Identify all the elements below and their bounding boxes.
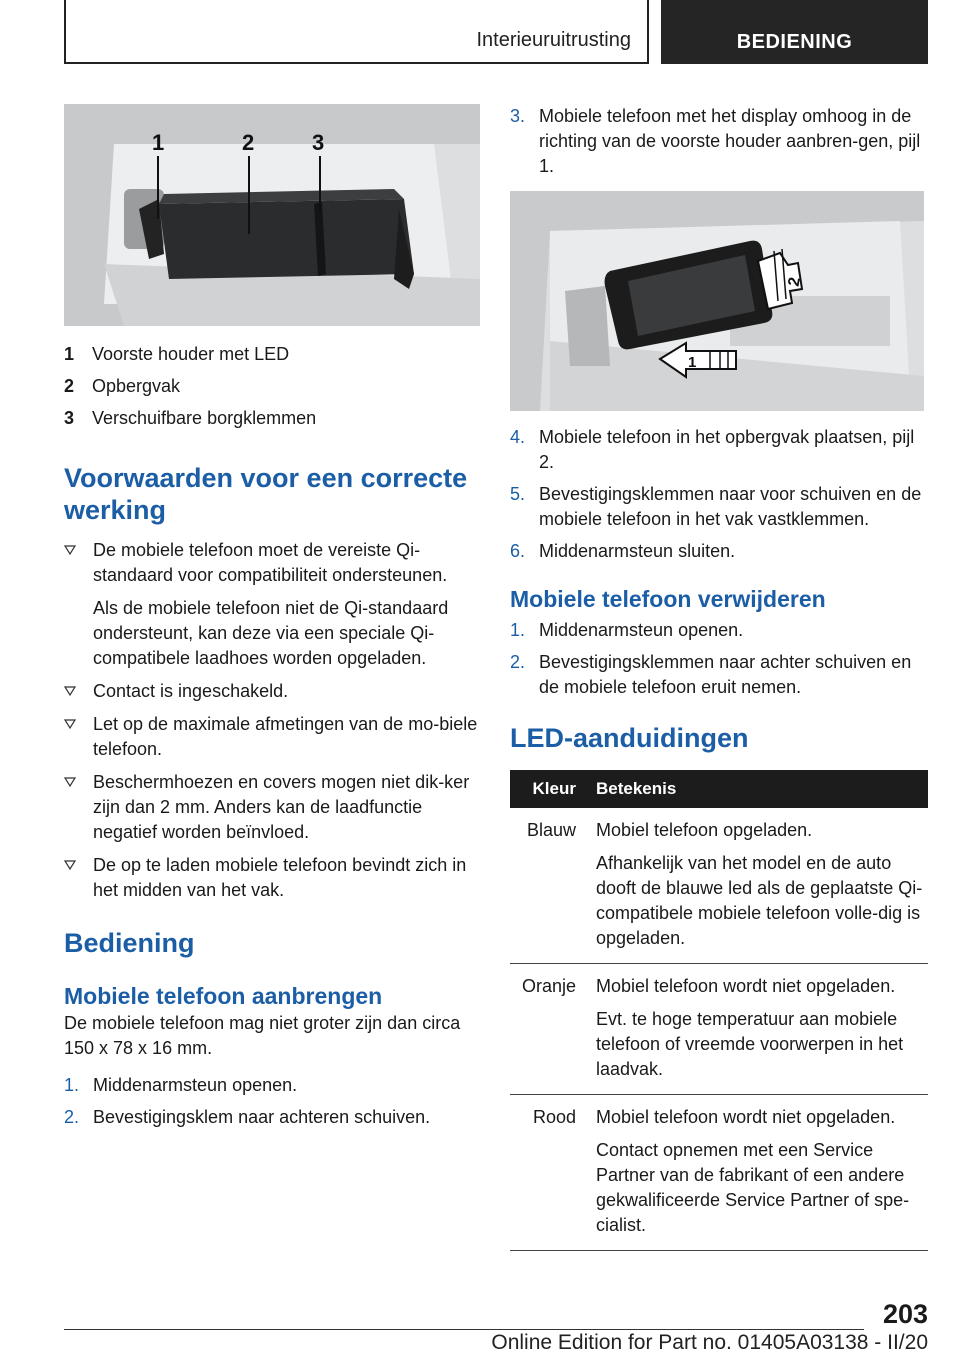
legend-number: 2 bbox=[64, 376, 75, 396]
list-item-note: Als de mobiele telefoon niet de Qi-standaard ondersteunt, kan deze via een speciale Qi-compatibele laadhoes worden opgeladen. bbox=[93, 598, 449, 668]
legend-text: Opbergvak bbox=[92, 376, 181, 396]
step-number: 2. bbox=[510, 652, 526, 672]
step-number: 1. bbox=[64, 1075, 80, 1095]
header-section-box bbox=[64, 0, 649, 64]
list-item bbox=[510, 539, 928, 564]
header-chapter-title: BEDIENING bbox=[736, 31, 853, 53]
led-color-cell: Oranje bbox=[510, 964, 588, 1095]
led-meaning-main: Mobiel telefoon wordt niet opgeladen. bbox=[596, 1107, 896, 1127]
header-chapter-box bbox=[661, 0, 928, 64]
footer-edition: Online Edition for Part no. 01405A03138 - II/20 bbox=[491, 1331, 928, 1354]
list-item bbox=[64, 853, 480, 903]
list-item bbox=[510, 618, 928, 643]
list-item bbox=[64, 770, 480, 845]
figure-phone-insertion bbox=[510, 191, 924, 411]
insert-steps-list-final bbox=[510, 425, 928, 564]
list-item-text: De op te laden mobiele telefoon bevindt zich in het midden van het vak. bbox=[93, 855, 467, 900]
step-text: Bevestigingsklemmen naar voor schuiven en de mobiele telefoon in het vak vastklemmen. bbox=[539, 484, 922, 529]
phone-insertion-illustration bbox=[510, 191, 924, 411]
legend-item bbox=[64, 338, 480, 370]
conditions-list bbox=[64, 538, 480, 903]
led-meaning-cell bbox=[588, 808, 928, 964]
triangle-bullet-icon bbox=[64, 686, 76, 696]
list-item bbox=[510, 650, 928, 700]
legend-text: Verschuifbare borgklemmen bbox=[92, 408, 317, 428]
step-text: Mobiele telefoon met het display omhoog in de richting van de voorste houder aanbren-gen, pijl 1. bbox=[539, 106, 921, 176]
list-item bbox=[64, 1073, 480, 1098]
step-number: 1. bbox=[510, 620, 526, 640]
list-item-text: Let op de maximale afmetingen van de mo-biele telefoon. bbox=[93, 714, 478, 759]
list-item bbox=[64, 679, 480, 704]
led-table bbox=[510, 770, 928, 1251]
list-item bbox=[510, 104, 928, 179]
list-item bbox=[64, 1105, 480, 1130]
step-text: Bevestigingsklem naar achteren schuiven. bbox=[93, 1107, 431, 1127]
step-number: 4. bbox=[510, 427, 526, 447]
figure-label-1: 1 bbox=[152, 130, 165, 155]
list-item bbox=[510, 425, 928, 475]
step-number: 3. bbox=[510, 106, 526, 126]
remove-steps-list bbox=[510, 618, 928, 700]
step-text: Middenarmsteun sluiten. bbox=[539, 541, 736, 561]
insert-steps-list-continued bbox=[510, 104, 928, 179]
list-item-text: Contact is ingeschakeld. bbox=[93, 681, 289, 701]
step-text: Middenarmsteun openen. bbox=[93, 1075, 298, 1095]
figure-legend bbox=[64, 338, 480, 434]
table-header-row bbox=[510, 770, 928, 808]
footer-divider bbox=[64, 1329, 864, 1330]
figure-label-3: 3 bbox=[312, 130, 325, 155]
remove-phone-heading: Mobiele telefoon verwijderen bbox=[510, 586, 826, 612]
list-item bbox=[510, 482, 928, 532]
left-column bbox=[64, 104, 480, 1137]
legend-number: 1 bbox=[64, 344, 75, 364]
arrow-label-1: 1 bbox=[688, 354, 697, 371]
table-row bbox=[510, 808, 928, 964]
insert-phone-intro: De mobiele telefoon mag niet groter zijn dan circa 150 x 78 x 16 mm. bbox=[64, 1013, 461, 1058]
page-number: 203 bbox=[882, 1299, 928, 1329]
table-row bbox=[510, 964, 928, 1095]
led-meaning-note: Afhankelijk van het model en de auto dooft de blauwe led als de geplaatste Qi-compatibele mobiele telefoon volle-dig is opgeladen. bbox=[596, 853, 923, 948]
insert-steps-list bbox=[64, 1073, 480, 1130]
led-meaning-main: Mobiel telefoon opgeladen. bbox=[596, 820, 813, 840]
list-item bbox=[64, 538, 480, 671]
legend-number: 3 bbox=[64, 408, 75, 428]
header-section-title: Interieuruitrusting bbox=[476, 29, 631, 51]
column-header-meaning: Betekenis bbox=[588, 770, 928, 808]
triangle-bullet-icon bbox=[64, 860, 76, 870]
led-meaning-note: Contact opnemen met een Service Partner van de fabrikant of een andere gekwalificeerde Service Partner of spe-cialist. bbox=[596, 1140, 910, 1235]
step-number: 5. bbox=[510, 484, 526, 504]
triangle-bullet-icon bbox=[64, 545, 76, 555]
triangle-bullet-icon bbox=[64, 777, 76, 787]
led-meaning-note: Evt. te hoge temperatuur aan mobiele telefoon of vreemde voorwerpen in het laadvak. bbox=[596, 1009, 904, 1079]
page-header bbox=[64, 0, 928, 64]
led-color-cell: Rood bbox=[510, 1095, 588, 1251]
step-number: 2. bbox=[64, 1107, 80, 1127]
legend-item bbox=[64, 370, 480, 402]
led-heading: LED-aanduidingen bbox=[510, 723, 749, 753]
insert-phone-heading: Mobiele telefoon aanbrengen bbox=[64, 983, 383, 1009]
step-number: 6. bbox=[510, 541, 526, 561]
right-column bbox=[510, 104, 928, 1251]
operation-heading: Bediening bbox=[64, 928, 195, 958]
list-item bbox=[64, 712, 480, 762]
legend-item bbox=[64, 402, 480, 434]
list-item-text: Beschermhoezen en covers mogen niet dik-ker zijn dan 2 mm. Anders kan de laadfunctie negatief worden beïnvloed. bbox=[93, 772, 470, 842]
led-color-cell: Blauw bbox=[510, 808, 588, 964]
led-meaning-cell bbox=[588, 964, 928, 1095]
led-meaning-main: Mobiel telefoon wordt niet opgeladen. bbox=[596, 976, 896, 996]
step-text: Bevestigingsklemmen naar achter schuiven en de mobiele telefoon eruit nemen. bbox=[539, 652, 912, 697]
step-text: Middenarmsteun openen. bbox=[539, 620, 744, 640]
list-item-text: De mobiele telefoon moet de vereiste Qi-standaard voor compatibiliteit ondersteunen. bbox=[93, 540, 448, 585]
legend-text: Voorste houder met LED bbox=[92, 344, 290, 364]
figure-label-2: 2 bbox=[242, 130, 255, 155]
column-header-color: Kleur bbox=[510, 770, 588, 808]
arrow-label-2: 2 bbox=[785, 275, 804, 288]
conditions-heading: Voorwaarden voor een correcte werking bbox=[64, 463, 468, 525]
triangle-bullet-icon bbox=[64, 719, 76, 729]
led-meaning-cell bbox=[588, 1095, 928, 1251]
storage-tray-illustration bbox=[64, 104, 480, 326]
figure-storage-tray bbox=[64, 104, 480, 326]
step-text: Mobiele telefoon in het opbergvak plaatsen, pijl 2. bbox=[539, 427, 915, 472]
table-row bbox=[510, 1095, 928, 1251]
